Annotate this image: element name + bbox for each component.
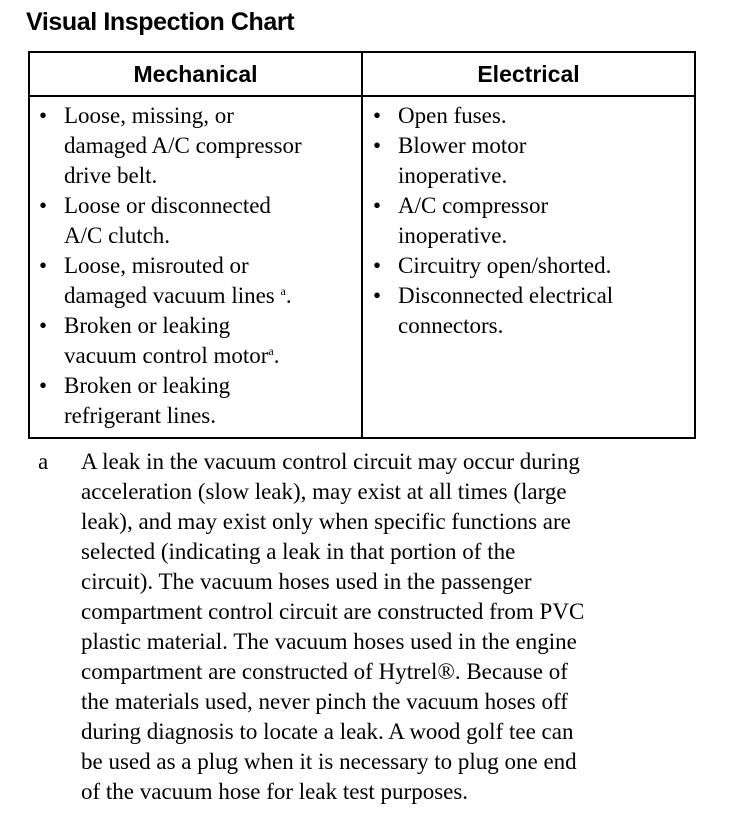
list-item: • Circuitry open/shorted. [372,251,690,281]
footnote-marker: a [38,449,49,474]
list-item: • Open fuses. [372,101,690,131]
list-item: • Blower motor inoperative. [372,131,690,191]
mechanical-list [38,101,356,431]
chart-title: Visual Inspection Chart [26,8,295,36]
footnote-ref: a [280,284,286,298]
list-item: • Broken or leaking refrigerant lines. [38,371,356,431]
list-item: • Disconnected electrical connectors. [372,281,690,341]
footnote-text: A leak in the vacuum control circuit may occur during acceleration (slow leak), may exist at all times (large leak), and may exist only when specific functions are selected (indicating a leak in that portion of the circuit). The vacuum hoses used in the passenger compartment control circuit are constructed from PVC plastic material. The vacuum hoses used in the engine compartment are constructed of Hytrel®. Because of the materials used, never pinch the vacuum hoses off during diagnosis to locate a leak. A wood golf tee can be used as a plug when it is necessary to plug one end of the vacuum hose for leak test purposes. [81,449,585,804]
inspection-table [28,51,696,439]
list-item: • Loose, misrouted or damaged vacuum lines $^a$. [38,251,356,311]
list-item: • Broken or leaking vacuum control motor$^a$. [38,311,356,371]
electrical-list [372,101,690,341]
mechanical-header: Mechanical [133,61,258,87]
electrical-header: Electrical [477,61,580,87]
list-item: • Loose, missing, or damaged A/C compressor drive belt. [38,101,356,191]
list-item: • A/C compressor inoperative. [372,191,690,251]
list-item: • Loose or disconnected A/C clutch. [38,191,356,251]
footnote-ref: a [268,344,274,358]
column-divider [361,53,363,437]
